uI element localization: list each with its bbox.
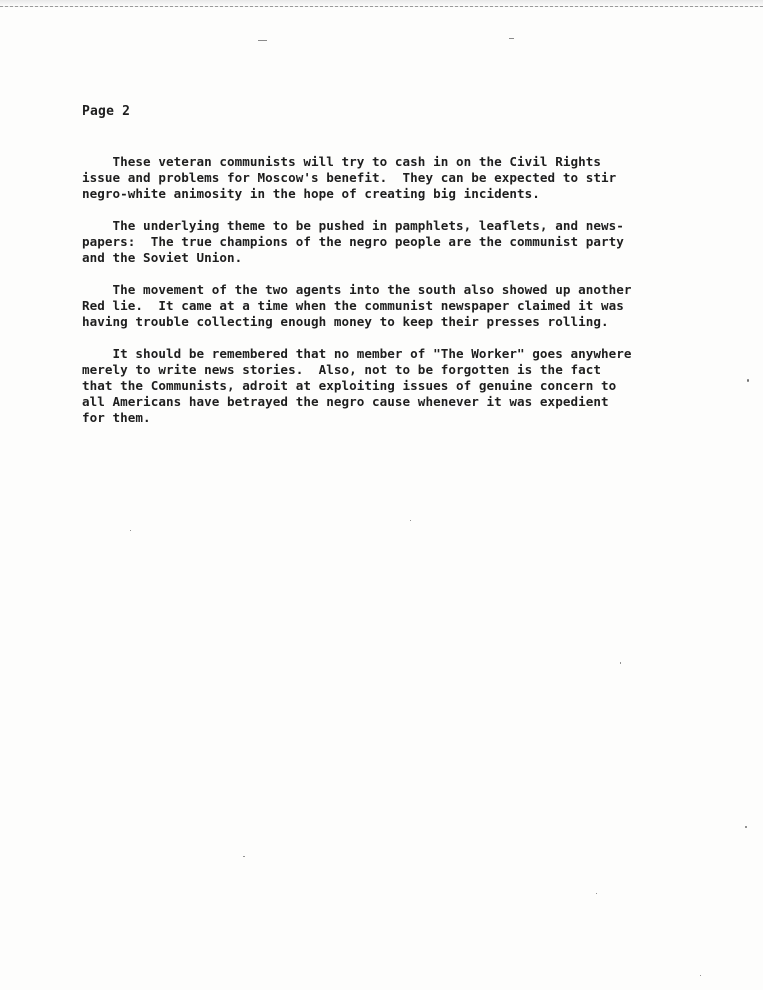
scan-speck: [620, 662, 621, 664]
paragraph: It should be remembered that no member of "The Worker" goes anywhere merely to write news stories. Also, not to be forgotten is the fact that the Communists, adroit at exploiting issues of genuine concern to all Americans have betrayed the negro cause whenever it was expedient for them.: [82, 346, 632, 425]
scan-mark: [509, 38, 514, 39]
page-top-edge: [0, 0, 763, 7]
scan-speck: [700, 975, 701, 976]
page-number: Page 2: [82, 104, 131, 119]
body-text: [82, 154, 732, 442]
paragraph: The underlying theme to be pushed in pamphlets, leaflets, and news- papers: The true champions of the negro people are the communist party and the Soviet Union.: [82, 218, 624, 265]
scan-speck: [130, 530, 131, 531]
paragraph: The movement of the two agents into the south also showed up another Red lie. It came at a time when the communist newspaper claimed it was having trouble collecting enough money to keep their presses rolling.: [82, 282, 632, 329]
scan-speck: [596, 893, 597, 894]
scan-mark: [258, 40, 267, 41]
scan-speck: [243, 856, 245, 857]
scan-speck: [747, 379, 749, 382]
scan-speck: [745, 826, 747, 828]
scan-speck: [410, 520, 411, 521]
paragraph: These veteran communists will try to cash in on the Civil Rights issue and problems for Moscow's benefit. They can be expected to stir negro-white animosity in the hope of creating big incidents.: [82, 154, 617, 201]
